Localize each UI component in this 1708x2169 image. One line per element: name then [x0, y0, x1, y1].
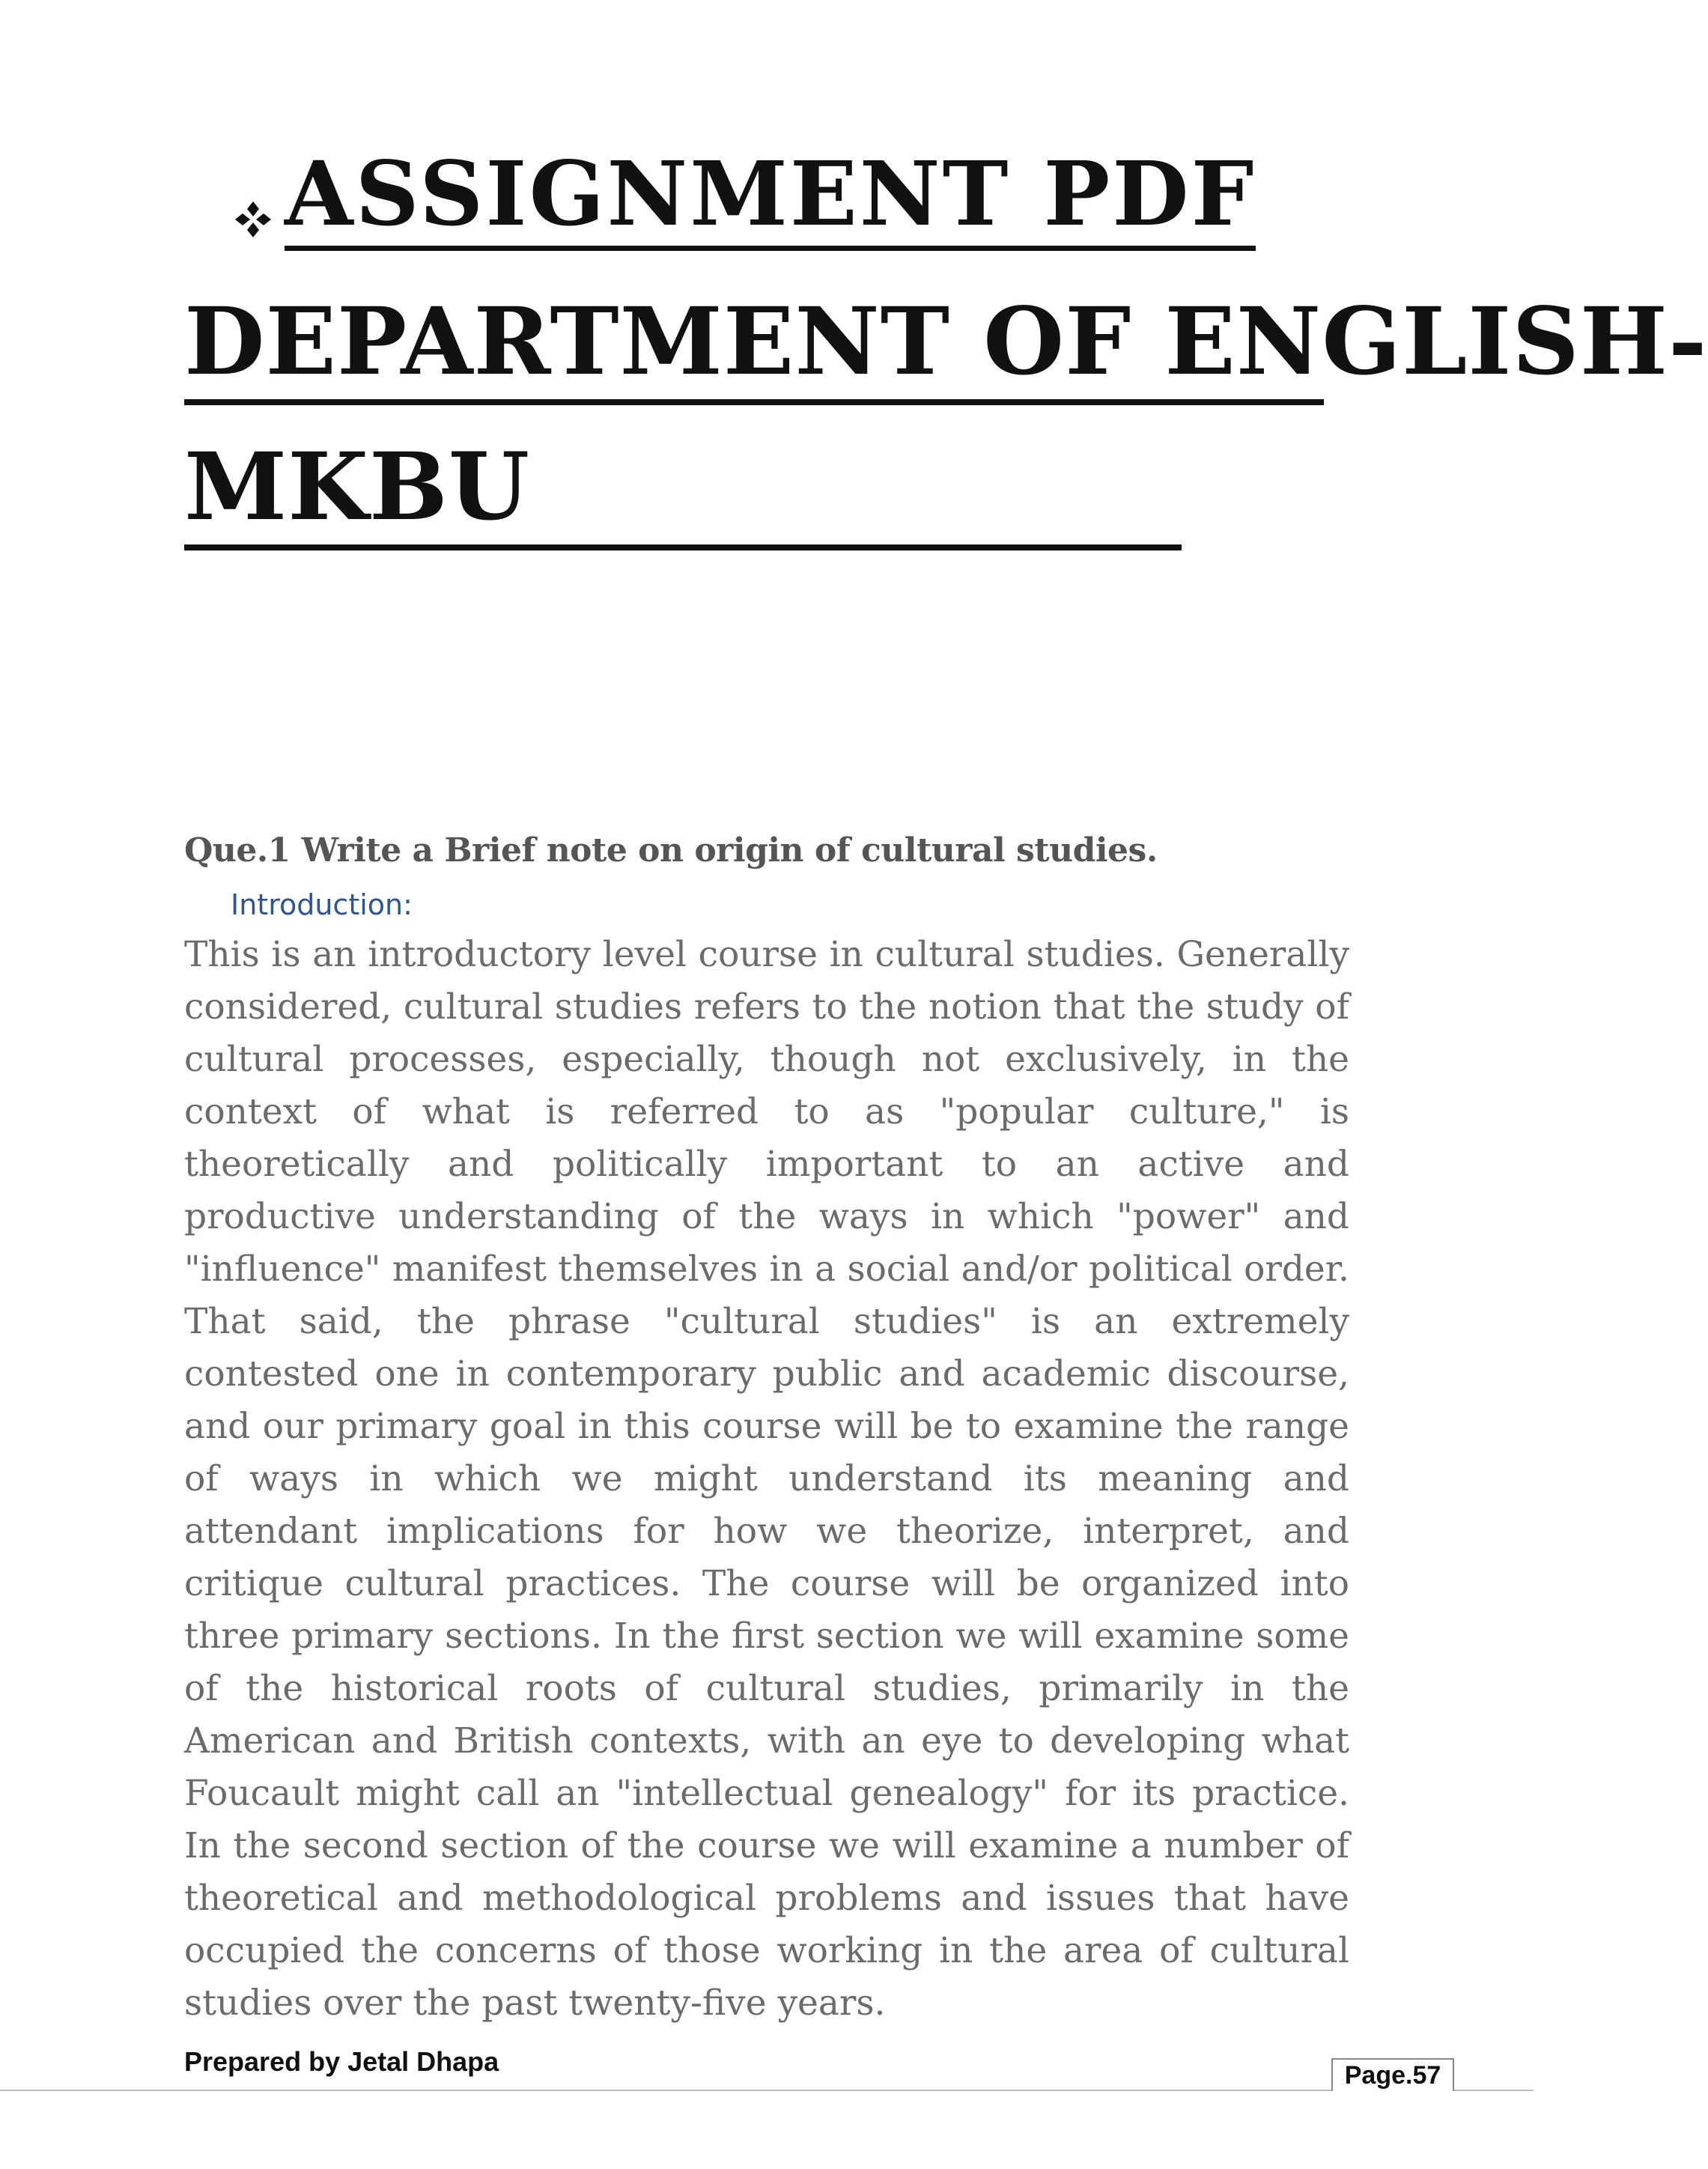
assignment-title-row	[232, 142, 1256, 251]
body-paragraph: This is an introductory level course in cultural studies. Generally considered, cultural studies refers to the notion that the study of cultural processes, especially, though not exclusively, in the context of what is referred to as "popular culture," is theoretically and politically important to an active and productive understanding of the ways in which "power" and "influence" manifest themselves in a social and/or political order. That said, the phrase "cultural studies" is an extremely contested one in contemporary public and academic discourse, and our primary goal in this course will be to examine the range of ways in which we might understand its meaning and attendant implications for how we theorize, interpret, and critique cultural practices. The course will be organized into three primary sections. In the first section we will examine some of the historical roots of cultural studies, primarily in the American and British contexts, with an eye to developing what Foucault might call an "intellectual genealogy" for its practice. In the second section of the course we will examine a number of theoretical and methodological problems and issues that have occupied the concerns of those working in the area of cultural studies over the past twenty-five years.	[184, 934, 1349, 2024]
question-heading: Que.1 Write a Brief note on origin of cultural studies.	[184, 831, 1158, 870]
assignment-title: ASSIGNMENT PDF	[285, 150, 1256, 251]
department-heading-line-1: DEPARTMENT OF ENGLISH-	[184, 296, 1324, 405]
department-heading	[184, 288, 1708, 550]
introduction-heading: Introduction:	[231, 888, 413, 921]
department-heading-line-2: MKBU	[184, 441, 1182, 550]
page-number: Page.57	[1331, 2058, 1454, 2091]
footer-author: Prepared by Jetal Dhapa	[184, 2046, 499, 2077]
four-diamond-bullet-icon	[232, 198, 274, 240]
footer-divider	[0, 2090, 1534, 2091]
